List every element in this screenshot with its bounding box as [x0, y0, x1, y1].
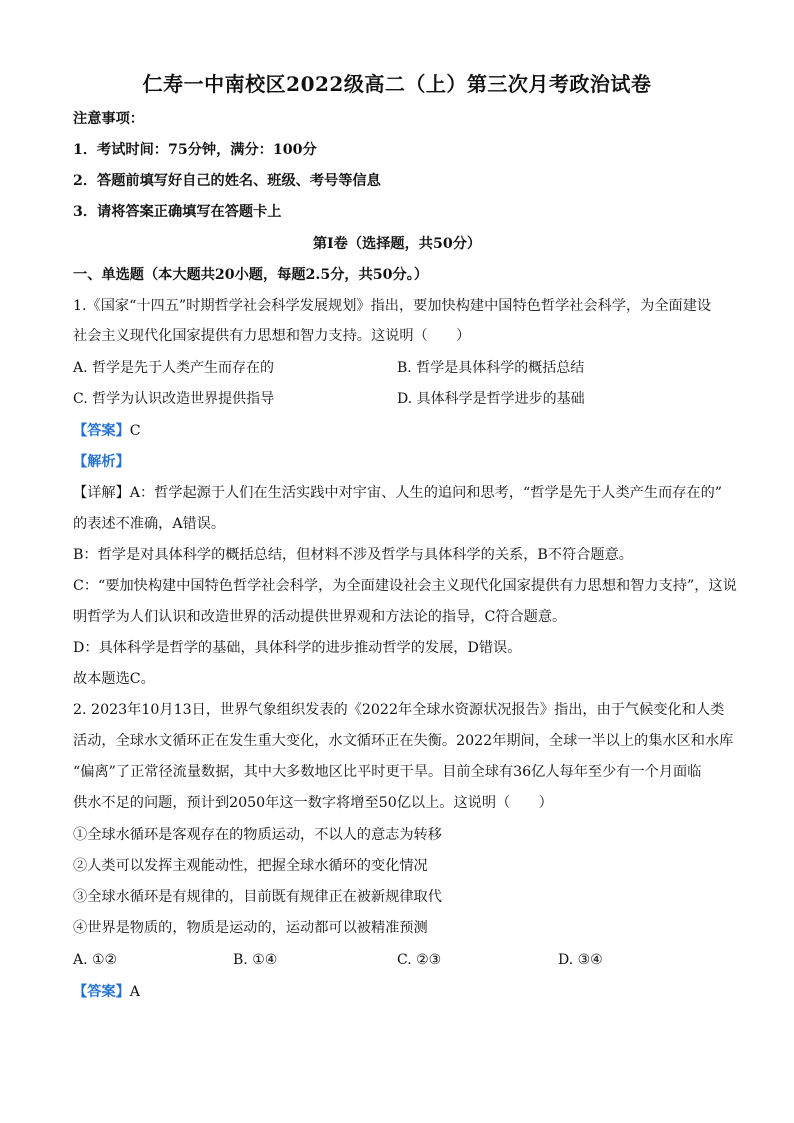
part-title: 一、单选题（本大题共20小题，每题2.5分，共50分。）: [73, 267, 429, 283]
option-b: B. 哲学是具体科学的概括总结: [397, 360, 585, 376]
analysis-line: D：具体科学是哲学的基础，具体科学的进步推动哲学的发展，D错误。: [73, 640, 522, 656]
question-stem: 供水不足的问题，预计到2050年这一数字将增至50亿以上。这说明（ ）: [73, 795, 553, 811]
answer-label: 【答案】: [73, 984, 130, 1000]
question-stem: 2. 2023年10月13日，世界气象组织发表的《2022年全球水资源状况报告》指出，由于气候变化和人类: [73, 702, 725, 718]
question-stem: 社会主义现代化国家提供有力思想和智力支持。这说明（ ）: [73, 328, 471, 344]
question-stem: 1.《国家“十四五”时期哲学社会科学发展规划》指出，要加快构建中国特色哲学社会科学，为全面建设: [73, 298, 712, 314]
question-stem: “偏离”了正常径流量数据，其中大多数地区比平时更干旱。目前全球有36亿人每年至少有一个月面临: [73, 764, 702, 780]
answer-value: A: [129, 984, 141, 1000]
answer-label: 【答案】: [73, 423, 130, 439]
statement-item: ②人类可以发挥主观能动性，把握全球水循环的变化情况: [73, 858, 428, 874]
option-d: D. 具体科学是哲学进步的基础: [397, 391, 585, 407]
analysis-line: 【详解】A：哲学起源于人们在生活实践中对宇宙、人生的追问和思考，“哲学是先于人类产生而存在的”: [73, 485, 723, 501]
answer-line: [73, 982, 140, 1002]
analysis-line: 明哲学为人们认识和改造世界的活动提供世界观和方法论的指导，C符合题意。: [73, 609, 567, 625]
statement-item: ①全球水循环是客观存在的物质运动，不以人的意志为转移: [73, 827, 442, 843]
page-title: 仁寿一中南校区2022级高二（上）第三次月考政治试卷: [142, 72, 652, 96]
notes-item: 1．考试时间：75分钟，满分：100分: [73, 142, 317, 158]
option-d: D. ③④: [558, 952, 603, 968]
analysis-line: B：哲学是对具体科学的概括总结，但材料不涉及哲学与具体科学的关系，B不符合题意。: [73, 547, 633, 563]
option-a: A. ①②: [73, 952, 118, 968]
option-c: C. ②③: [397, 952, 442, 968]
option-a: A. 哲学是先于人类产生而存在的: [73, 360, 275, 376]
option-b: B. ①④: [233, 952, 278, 968]
option-c: C. 哲学为认识改造世界提供指导: [73, 391, 275, 407]
analysis-line: C：“要加快构建中国特色哲学社会科学，为全面建设社会主义现代化国家提供有力思想和智力支持”，这说: [73, 578, 737, 594]
analysis-label: 【解析】: [73, 454, 130, 470]
notes-item: 2．答题前填写好自己的姓名、班级、考号等信息: [73, 173, 381, 189]
section-title: 第Ⅰ卷（选择题，共50分）: [312, 236, 482, 252]
analysis-line: 的表述不准确，A错误。: [73, 516, 226, 532]
notes-heading: 注意事项：: [73, 111, 144, 127]
answer-line: [73, 421, 141, 441]
answer-value: C: [129, 423, 141, 439]
statement-item: ③全球水循环是有规律的，目前既有规律正在被新规律取代: [73, 889, 442, 905]
question-stem: 活动，全球水文循环正在发生重大变化，水文循环正在失衡。2022年期间，全球一半以上的集水区和水库: [73, 733, 734, 749]
notes-item: 3．请将答案正确填写在答题卡上: [73, 204, 282, 220]
analysis-line: 故本题选C。: [73, 671, 155, 687]
statement-item: ④世界是物质的，物质是运动的，运动都可以被精准预测: [73, 920, 428, 936]
